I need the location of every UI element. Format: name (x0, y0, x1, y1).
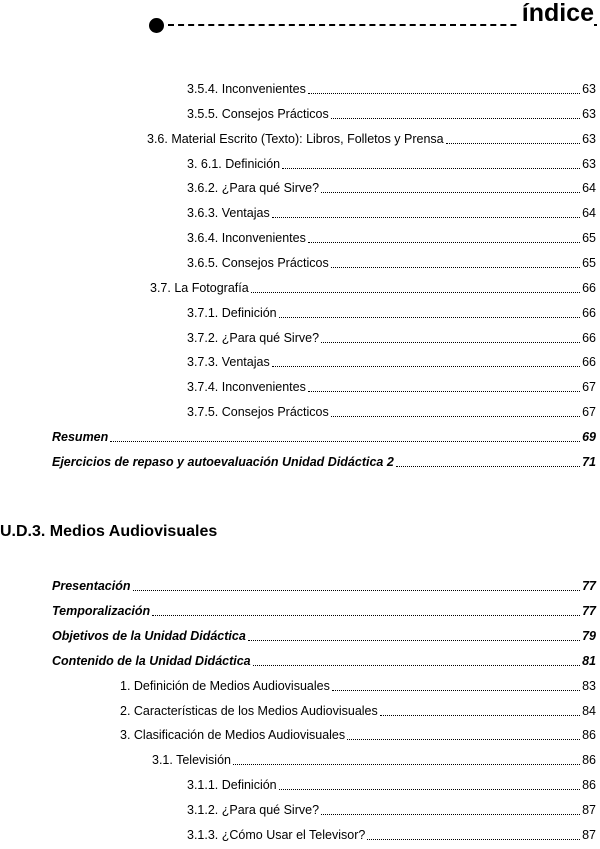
leader-dots (248, 629, 580, 641)
toc-entry[interactable] (52, 602, 596, 620)
toc-entry[interactable] (187, 403, 596, 421)
toc-entry[interactable] (187, 826, 596, 844)
toc-entry-page: 65 (582, 256, 596, 270)
leader-dots (308, 231, 580, 243)
toc-entry-page: 64 (582, 206, 596, 220)
toc-entry-label: 3.6.3. Ventajas (187, 206, 270, 220)
leader-dots (321, 181, 580, 193)
toc-entry-page: 77 (582, 604, 596, 618)
toc-entry-label: Objetivos de la Unidad Didáctica (52, 629, 246, 643)
toc-entry-page: 66 (582, 331, 596, 345)
toc-entry[interactable] (187, 378, 596, 396)
toc-entry-label: 3.7. La Fotografía (150, 281, 249, 295)
toc-entry-page: 87 (582, 803, 596, 817)
toc-entry[interactable] (52, 577, 596, 595)
toc-entry-label: 3. 6.1. Definición (187, 157, 281, 171)
leader-dots (446, 132, 580, 144)
toc-entry-page: 86 (582, 728, 596, 742)
page-title: índice (518, 0, 594, 28)
toc-entry-label: 3. Clasificación de Medios Audiovisuales (120, 728, 346, 742)
leader-dots (251, 281, 580, 293)
toc-entry-page: 63 (582, 82, 596, 96)
toc-entry[interactable] (187, 179, 596, 197)
toc-entry-label: 3.7.2. ¿Para qué Sirve? (187, 331, 320, 345)
toc-entry-label: 3.6.2. ¿Para qué Sirve? (187, 181, 320, 195)
page-header (0, 0, 600, 40)
toc-entry-page: 79 (582, 629, 596, 643)
leader-dots (321, 331, 580, 343)
toc-entry-label: 3.6.4. Inconvenientes (187, 231, 306, 245)
toc-entry-label: 1. Definición de Medios Audiovisuales (120, 679, 330, 693)
leader-dots (347, 728, 580, 740)
toc-entry-label: 3.5.5. Consejos Prácticos (187, 107, 329, 121)
toc-entry-label: 3.5.4. Inconvenientes (187, 82, 306, 96)
leader-dots (331, 405, 580, 417)
toc-entry-page: 63 (582, 157, 596, 171)
leader-dots (233, 753, 580, 765)
toc-entry[interactable] (52, 453, 596, 471)
toc-entry[interactable] (187, 776, 596, 794)
toc-entry[interactable] (120, 677, 596, 695)
toc-entry[interactable] (120, 702, 596, 720)
toc-entry[interactable] (152, 751, 596, 769)
toc-entry-page: 67 (582, 405, 596, 419)
toc-entry-label: 3.7.3. Ventajas (187, 355, 270, 369)
toc-entry[interactable] (147, 130, 596, 148)
toc-entry[interactable] (187, 105, 596, 123)
toc-entry-label: 3.1.3. ¿Cómo Usar el Televisor? (187, 828, 366, 842)
leader-dots (110, 430, 580, 442)
toc-entry-page: 84 (582, 704, 596, 718)
toc-entry-label: Presentación (52, 579, 131, 593)
toc-entry[interactable] (52, 428, 596, 446)
leader-dots (133, 579, 581, 591)
bullet-dot-icon (149, 18, 164, 33)
section-title: U.D.3. Medios Audiovisuales (0, 523, 218, 540)
leader-dots (380, 704, 580, 716)
toc-entry-label: 3.1. Televisión (152, 753, 231, 767)
leader-dots (253, 654, 580, 666)
toc-entry-label: 3.7.1. Definición (187, 306, 277, 320)
toc-entry-page: 67 (582, 380, 596, 394)
toc-entry-label: 3.1.1. Definición (187, 778, 277, 792)
leader-dots (396, 455, 580, 467)
toc-entry[interactable] (120, 726, 596, 744)
toc-entry-page: 64 (582, 181, 596, 195)
toc-entry[interactable] (52, 652, 596, 670)
toc-entry[interactable] (187, 254, 596, 272)
leader-dots (152, 604, 580, 616)
toc-entry-label: Contenido de la Unidad Didáctica (52, 654, 251, 668)
toc-entry-page: 86 (582, 753, 596, 767)
toc-entry-label: Ejercicios de repaso y autoevaluación Unidad Didáctica 2 (52, 455, 394, 469)
toc-entry-page: 66 (582, 281, 596, 295)
toc-entry-label: 3.7.5. Consejos Prácticos (187, 405, 329, 419)
leader-dots (331, 107, 580, 119)
toc-entry[interactable] (187, 801, 596, 819)
leader-dots (308, 380, 580, 392)
toc-entry[interactable] (187, 80, 596, 98)
leader-dots (332, 679, 580, 691)
toc-entry-page: 81 (582, 654, 596, 668)
leader-dots (282, 157, 580, 169)
toc-entry[interactable] (187, 329, 596, 347)
leader-dots (367, 828, 580, 840)
toc-entry-page: 65 (582, 231, 596, 245)
toc-entry[interactable] (187, 353, 596, 371)
toc-entry-page: 77 (582, 579, 596, 593)
leader-dots (331, 256, 580, 268)
toc-entry-page: 63 (582, 107, 596, 121)
toc-entry-label: 3.6.5. Consejos Prácticos (187, 256, 329, 270)
toc-entry-page: 66 (582, 306, 596, 320)
leader-dots (272, 206, 580, 218)
toc-entry-label: 3.1.2. ¿Para qué Sirve? (187, 803, 320, 817)
toc-entry-label: Temporalización (52, 604, 151, 618)
toc-entry[interactable] (187, 204, 596, 222)
leader-dots (272, 355, 580, 367)
leader-dots (279, 306, 580, 318)
toc-entry-page: 63 (582, 132, 596, 146)
leader-dots (321, 803, 580, 815)
leader-dots (308, 82, 580, 94)
toc-entry-page: 71 (582, 455, 596, 469)
toc-entry[interactable] (52, 627, 596, 645)
toc-entry-label: Resumen (52, 430, 109, 444)
toc-entry-page: 69 (582, 430, 596, 444)
toc-entry-page: 86 (582, 778, 596, 792)
toc-entry-page: 66 (582, 355, 596, 369)
toc-entry-label: 2. Características de los Medios Audiovisuales (120, 704, 378, 718)
toc-entry[interactable] (187, 229, 596, 247)
toc-entry[interactable] (187, 155, 596, 173)
toc-entry-label: 3.6. Material Escrito (Texto): Libros, Folletos y Prensa (147, 132, 444, 146)
toc-entry[interactable] (187, 304, 596, 322)
leader-dots (279, 778, 580, 790)
toc-entry-page: 83 (582, 679, 596, 693)
toc-entry-page: 87 (582, 828, 596, 842)
toc-entry[interactable] (150, 279, 596, 297)
toc-entry-label: 3.7.4. Inconvenientes (187, 380, 306, 394)
